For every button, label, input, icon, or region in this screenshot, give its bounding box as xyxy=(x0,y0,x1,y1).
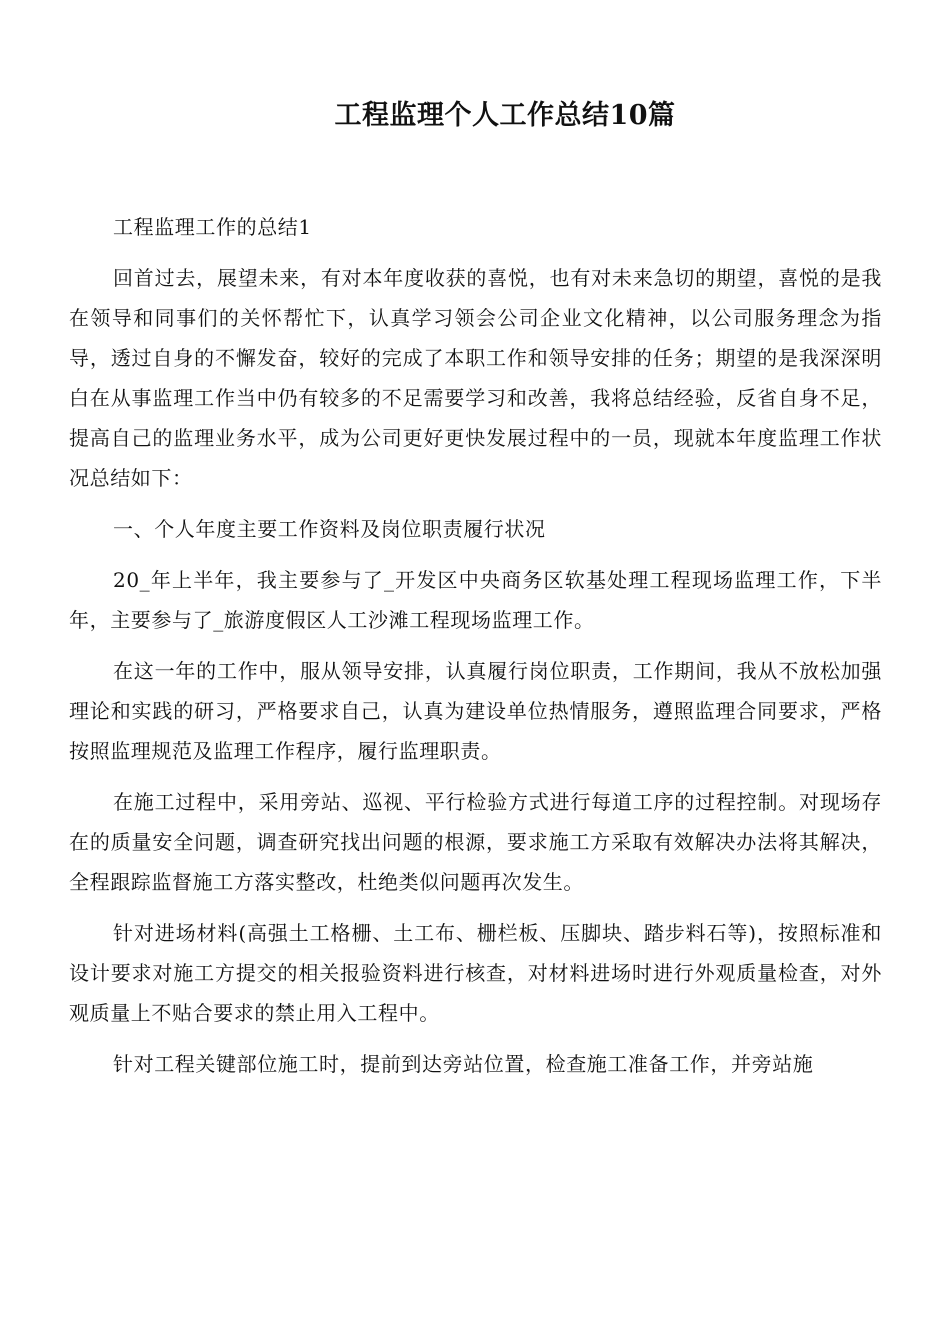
document-title: 工程监理个人工作总结10篇 xyxy=(334,100,676,131)
body-paragraph: 在施工过程中，采用旁站、巡视、平行检验方式进行每道工序的过程控制。对现场存在的质量安全问题，调查研究找出问题的根源，要求施工方采取有效解决办法将其解决，全程跟踪监督施工方落实整改，杜绝类似问题再次发生。 xyxy=(69,790,882,894)
body-paragraph: 针对进场材料(高强土工格栅、土工布、栅栏板、压脚块、踏步料石等)，按照标准和设计要求对施工方提交的相关报验资料进行核查，对材料进场时进行外观质量检查，对外观质量上不贴合要求的禁止用入工程中。 xyxy=(69,921,882,1025)
document-body xyxy=(69,207,882,1095)
body-paragraph: 针对工程关键部位施工时，提前到达旁站位置，检查施工准备工作，并旁站施 xyxy=(113,1052,814,1076)
body-paragraph: 回首过去，展望未来，有对本年度收获的喜悦，也有对未来急切的期望，喜悦的是我在领导和同事们的关怀帮忙下，认真学习领会公司企业文化精神，以公司服务理念为指导，透过自身的不懈发奋，较好的完成了本职工作和领导安排的任务；期望的是我深深明白在从事监理工作当中仍有较多的不足需要学习和改善，我将总结经验，反省自身不足，提高自己的监理业务水平，成为公司更好更快发展过程中的一员，现就本年度监理工作状况总结如下： xyxy=(69,266,882,490)
body-paragraph: 在这一年的工作中，服从领导安排，认真履行岗位职责，工作期间，我从不放松加强理论和实践的研习，严格要求自己，认真为建设单位热情服务，遵照监理合同要求，严格按照监理规范及监理工作程序，履行监理职责。 xyxy=(69,659,882,763)
body-paragraph: 20_年上半年，我主要参与了_开发区中央商务区软基处理工程现场监理工作，下半年，主要参与了_旅游度假区人工沙滩工程现场监理工作。 xyxy=(69,568,882,632)
section-heading: 一、个人年度主要工作资料及岗位职责履行状况 xyxy=(113,517,546,541)
section-heading: 工程监理工作的总结1 xyxy=(113,215,312,239)
